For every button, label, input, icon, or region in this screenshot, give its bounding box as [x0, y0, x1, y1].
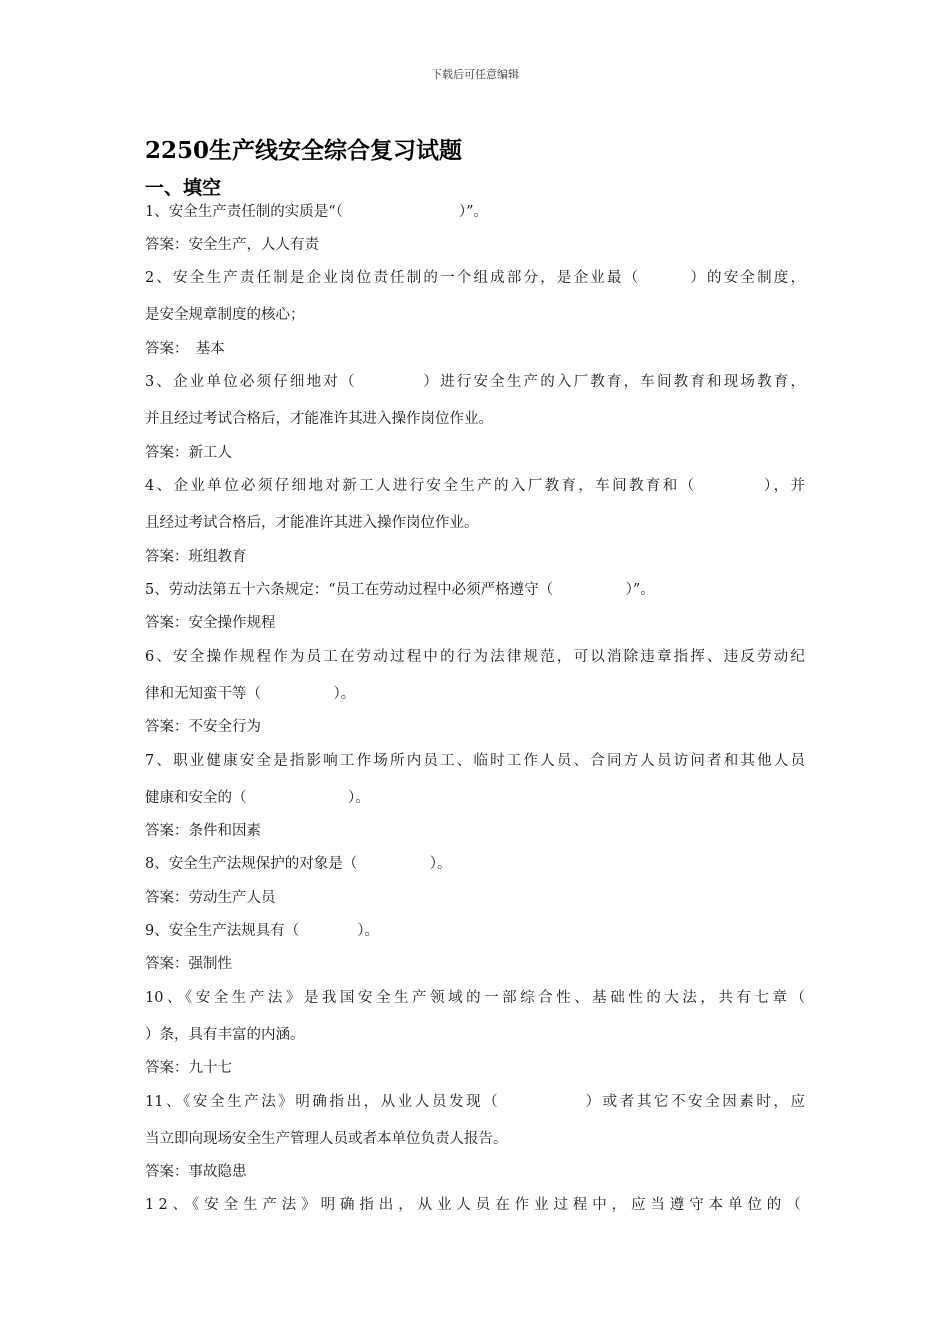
question-line: 9、安全生产法规具有（ ）。 — [145, 923, 379, 939]
answer-line: 答案：事故隐患 — [145, 1164, 247, 1180]
question-line: 并且经过考试合格后，才能准许其进入操作岗位作业。 — [145, 411, 493, 427]
question-line: 且经过考试合格后，才能准许其进入操作岗位作业。 — [145, 515, 479, 531]
question-line: 健康和安全的（ ）。 — [145, 790, 370, 806]
question-line: 10、《安全生产法》是我国安全生产领域的一部综合性、基础性的大法，共有七章（ — [145, 990, 805, 1006]
answer-line: 答案：安全生产，人人有责 — [145, 237, 319, 253]
question-line: 是安全规章制度的核心； — [145, 307, 305, 323]
answer-line: 答案：新工人 — [145, 445, 232, 461]
answer-line: 答案：班组教育 — [145, 549, 247, 565]
answer-line: 答案：劳动生产人员 — [145, 890, 276, 906]
question-line: 11、《安全生产法》明确指出，从业人员发现（ ）或者其它不安全因素时，应 — [145, 1094, 805, 1110]
document-title: 2250生产线安全综合复习试题 — [145, 137, 463, 164]
answer-line: 答案：强制性 — [145, 956, 232, 972]
question-line: 7、职业健康安全是指影响工作场所内员工、临时工作人员、合同方人员访问者和其他人员 — [145, 753, 805, 769]
question-line: ）条，具有丰富的内涵。 — [145, 1027, 305, 1043]
answer-line: 答案：条件和因素 — [145, 823, 261, 839]
question-line: 律和无知蛮干等（ ）。 — [145, 686, 356, 702]
question-line: 当立即向现场安全生产管理人员或者本单位负责人报告。 — [145, 1131, 508, 1147]
answer-line: 答案： 基本 — [145, 341, 225, 357]
answer-line: 答案：安全操作规程 — [145, 615, 276, 631]
question-line: 1、安全生产责任制的实质是“（ ）”。 — [145, 204, 489, 220]
section-heading: 一、填空 — [145, 177, 222, 199]
question-line: 12、《安全生产法》明确指出，从业人员在作业过程中，应当遵守本单位的（ — [145, 1197, 805, 1213]
question-line: 5、劳动法第五十六条规定：“员工在劳动过程中必须严格遵守（ ）”。 — [145, 582, 655, 598]
page-header: 下载后可任意编辑 — [431, 68, 519, 81]
question-line: 2、安全生产责任制是企业岗位责任制的一个组成部分，是企业最（ ）的安全制度， — [145, 270, 805, 286]
question-line: 6、安全操作规程作为员工在劳动过程中的行为法律规范，可以消除违章指挥、违反劳动纪 — [145, 649, 805, 665]
answer-line: 答案：九十七 — [145, 1060, 232, 1076]
question-line: 4、企业单位必须仔细地对新工人进行安全生产的入厂教育，车间教育和（ ），并 — [145, 478, 805, 494]
answer-line: 答案：不安全行为 — [145, 719, 261, 735]
question-line: 3、企业单位必须仔细地对（ ）进行安全生产的入厂教育，车间教育和现场教育， — [145, 374, 805, 390]
question-line: 8、安全生产法规保护的对象是（ ）。 — [145, 856, 452, 872]
